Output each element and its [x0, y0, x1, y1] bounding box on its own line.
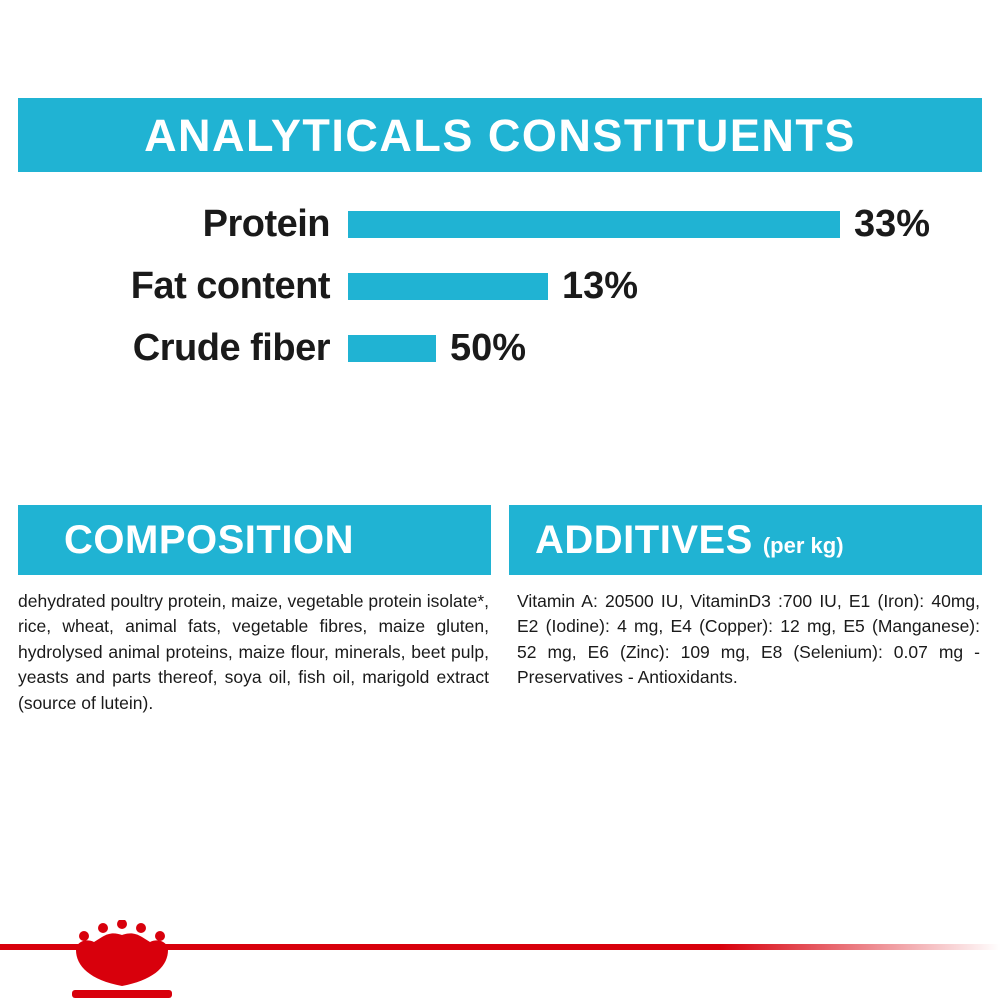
composition-section [18, 505, 491, 716]
chart-value-label: 33% [854, 202, 931, 245]
additives-title: ADDITIVES [535, 518, 753, 562]
composition-title: COMPOSITION [64, 518, 354, 562]
chart-category-label: Crude fiber [132, 326, 330, 369]
chart-row [18, 260, 982, 312]
analyticals-banner [18, 98, 982, 172]
chart-row [18, 322, 982, 374]
additives-banner [509, 505, 982, 575]
chart-category-label: Fat content [130, 264, 330, 307]
royal-canin-crown-logo-icon [62, 920, 182, 1000]
brand-bar [0, 920, 1000, 1000]
chart-bar-wrap [348, 203, 982, 246]
details-columns [18, 505, 982, 716]
composition-body: dehydrated poultry protein, maize, vegetable protein isolate*, rice, wheat, animal fats, vegetable fibres, maize gluten, hydrolysed animal proteins, maize flour, minerals, beet pulp, yeasts and parts thereof, soya oil, fish oil, marigold extract (source of lutein). [18, 591, 489, 713]
chart-bar-wrap [348, 265, 982, 308]
chart-value-label: 50% [450, 326, 527, 369]
chart-value-label: 13% [562, 264, 639, 307]
composition-banner [18, 505, 491, 575]
chart-bar [348, 335, 436, 362]
chart-bar-wrap [348, 327, 982, 370]
additives-section [509, 505, 982, 716]
chart-row [18, 198, 982, 250]
chart-bar [348, 273, 548, 300]
analyticals-title: ANALYTICALS CONSTITUENTS [144, 109, 856, 161]
chart-category-label: Protein [202, 202, 330, 245]
analyticals-bar-chart [18, 198, 982, 384]
additives-subtitle: (per kg) [762, 533, 844, 558]
additives-body: Vitamin A: 20500 IU, VitaminD3 :700 IU, E1 (Iron): 40mg, E2 (Iodine): 4 mg, E4 (Copper): 12 mg, E5 (Manganese): 52 mg, E6 (Zinc): 109 mg, E8 (Selenium): 0.07 mg - Preservatives - Antioxidants. [517, 591, 980, 688]
chart-bar [348, 211, 840, 238]
